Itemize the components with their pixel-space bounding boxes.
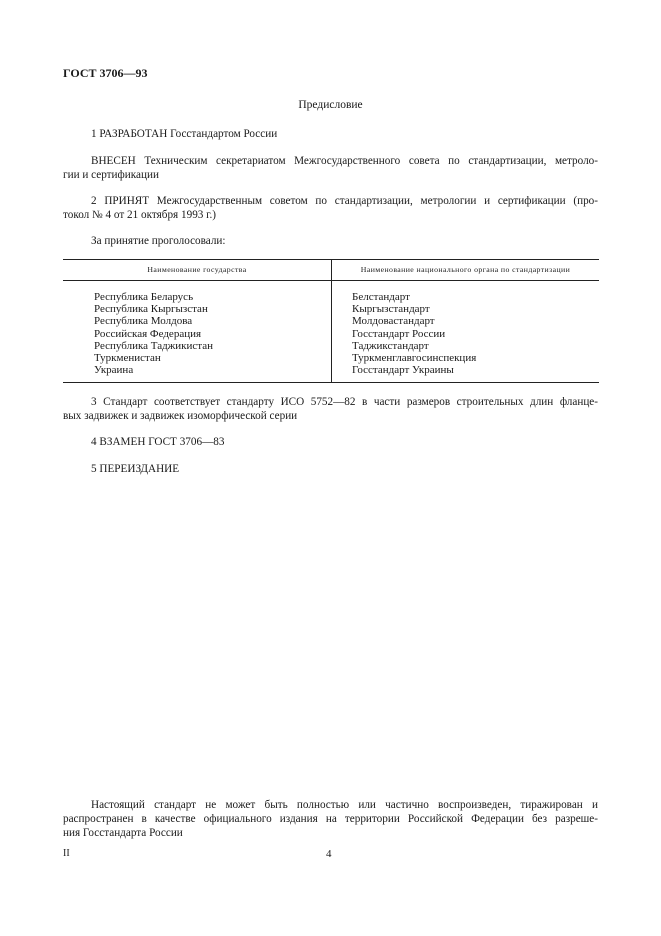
paragraph-line: 2 ПРИНЯТ Межгосударственным советом по стандартизации, метрологии и сертификации (про- (91, 195, 598, 207)
paragraph-iso-correspondence (63, 395, 598, 423)
notice-line: распространен в качестве официального издания на территории Российской Федерации без разреше- (63, 813, 598, 825)
table-cell-body: Туркменглавгосинспекция (352, 352, 477, 365)
table-cell-state: Республика Молдова (94, 315, 193, 328)
notice-line: Настоящий стандарт не может быть полностью или частично воспроизведен, тиражирован и (91, 799, 598, 811)
paragraph-line: 5 ПЕРЕИЗДАНИЕ (91, 463, 180, 475)
voting-table (63, 259, 599, 383)
table-cell-state: Российская Федерация (94, 327, 202, 340)
table-column-states (94, 291, 213, 376)
paragraph-line: 4 ВЗАМЕН ГОСТ 3706—83 (91, 436, 225, 448)
table-cell-body: Госстандарт Украины (352, 364, 454, 377)
footer-mark: II (63, 848, 70, 859)
paragraph-adopted-by (63, 194, 598, 222)
section-heading: Предисловие (298, 99, 363, 111)
paragraph-reissue (63, 462, 598, 476)
paragraph-voted-for (63, 234, 598, 248)
paragraph-line: 1 РАЗРАБОТАН Госстандартом России (91, 128, 278, 140)
document-code: ГОСТ 3706—93 (63, 66, 148, 80)
paragraph-line: 3 Стандарт соответствует стандарту ИСО 5752—82 в части размеров строительных длин фланце- (91, 396, 598, 408)
paragraph-replaces (63, 435, 598, 449)
table-cell-body: Госстандарт России (352, 327, 446, 340)
page-number: 4 (326, 848, 332, 860)
table-header-body: Наименование национального органа по стандартизации (360, 265, 571, 274)
table-header-state: Наименование государства (147, 265, 247, 274)
paragraph-line: гии и сертификации (63, 169, 159, 181)
table-cell-state: Республика Кыргызстан (94, 303, 208, 316)
table-cell-body: Молдовастандарт (352, 315, 435, 328)
notice-line: ния Госстандарта России (63, 827, 183, 839)
paragraph-developed-by (63, 127, 598, 141)
paragraph-line: За принятие проголосовали: (91, 235, 226, 247)
copyright-notice (63, 798, 598, 840)
table-cell-body: Кыргызстандарт (352, 303, 430, 316)
table-cell-state: Республика Беларусь (94, 291, 194, 303)
table-cell-body: Таджикстандарт (352, 339, 429, 352)
paragraph-line: токол № 4 от 21 октября 1993 г.) (63, 209, 217, 221)
paragraph-line: вых задвижек и задвижек изоморфической серии (63, 410, 298, 422)
paragraph-introduced-by (63, 154, 598, 182)
table-cell-state: Республика Таджикистан (94, 339, 213, 352)
table-cell-body: Белстандарт (352, 291, 410, 303)
table-column-bodies (352, 291, 476, 376)
table-cell-state: Туркменистан (94, 352, 161, 365)
paragraph-line: ВНЕСЕН Техническим секретариатом Межгосударственного совета по стандартизации, метроло- (91, 155, 598, 167)
table-column-divider (331, 260, 332, 382)
table-cell-state: Украина (94, 364, 134, 377)
